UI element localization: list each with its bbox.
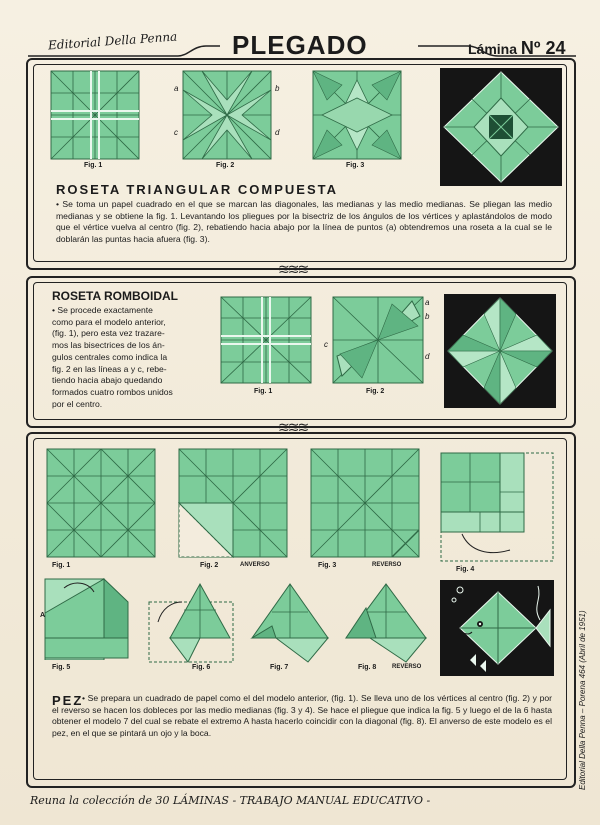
s1-fig1-caption: Fig. 1: [84, 162, 103, 169]
s3-fig7-caption: Fig. 7: [270, 664, 289, 671]
section2-title: ROSETA ROMBOIDAL: [52, 289, 178, 303]
s2-fig2-caption: Fig. 2: [366, 388, 385, 395]
lamina-number: Nº 24: [520, 38, 566, 58]
knot-ornament-2: ≋≋≋: [278, 420, 308, 436]
s3-fig4-square: [440, 452, 554, 562]
s1-fig2-caption: Fig. 2: [216, 162, 235, 169]
s3-fig1-caption: Fig. 1: [52, 562, 71, 569]
s1-letter-b: b: [275, 84, 280, 93]
lamina-word: Lámina: [468, 41, 518, 57]
s2-text-line: formados cuatro rombos unidos: [52, 386, 173, 397]
s1-letter-d: d: [275, 128, 280, 137]
s3-fig2-caption: Fig. 2: [200, 562, 219, 569]
sidebar-publisher-note: Editorial Della Penna – Porena 464 (Abril de 1951): [578, 610, 587, 790]
s1-fig2-square: [182, 70, 272, 160]
s3-fig6-caption: Fig. 6: [192, 664, 211, 671]
s2-letter-c: c: [324, 340, 328, 349]
s3-fig5-model: [44, 578, 130, 660]
knot-ornament-1: ≋≋≋: [278, 262, 308, 278]
s2-text-line: mos las bisectrices de los án-: [52, 340, 165, 351]
s3-fig8-side-label: REVERSO: [392, 664, 422, 670]
s3-point-a-label: A: [40, 612, 46, 619]
s3-fig5-caption: Fig. 5: [52, 664, 71, 671]
s2-letter-d: d: [425, 352, 430, 361]
s3-fig4-caption: Fig. 4: [456, 566, 475, 573]
s2-fig1-caption: Fig. 1: [254, 388, 273, 395]
s1-fig1-square: [50, 70, 140, 160]
s2-fig1-square: [220, 296, 312, 384]
s3-fish-result: [440, 580, 554, 676]
s3-fig7-model: [246, 578, 332, 664]
s3-fig2-side-label: ANVERSO: [240, 562, 270, 568]
s3-fig2-square: [178, 448, 288, 558]
s3-fig3-side-label: REVERSO: [372, 562, 402, 568]
section2-text: [52, 305, 220, 410]
s2-text-line: • Se procede exactamente: [52, 305, 153, 315]
s2-fig2-square: [332, 296, 424, 384]
s1-fig3-square: [312, 70, 402, 160]
s3-fig6-model: [148, 578, 234, 664]
s3-fig3-square: [310, 448, 420, 558]
footer-collection-note: Reuna la colección de 30 LÁMINAS - TRABAJO MANUAL EDUCATIVO -: [30, 794, 431, 807]
s2-text-line: (fig. 1), pero esta vez trazare-: [52, 328, 165, 339]
s3-fig3-caption: Fig. 3: [318, 562, 337, 569]
s1-letter-c: c: [174, 128, 178, 137]
section3-text: • Se prepara un cuadrado de papel como el del modelo anterior, (fig. 1). Se lleva uno de los vértices al centro (fig. 2) y por el reverso se hacen los dobleces por las medio medianas (fig. 3 y 4). Se hace el pliegue que indica la fig. 5 y luego el de la 6 hasta obtener el modelo 7 del cual se rebate el extremo A hasta hacerlo coincidir con la diagonal (fig. 8). El anverso de este modelo es el pez, en el que se pintará un ojo y la boca.: [52, 693, 552, 739]
s3-fig1-square: [46, 448, 156, 558]
s3-fig8-model: [340, 578, 430, 664]
s2-text-line: gulos centrales como indica la: [52, 351, 168, 362]
section1-text: • Se toma un papel cuadrado en el que se marcan las diagonales, las medianas y las medio medianas. Se pliegan las medio medianas y se obtiene la fig. 1. Levantando los pliegues por la bisectriz de los ángulos de los vértices y aplastándolos de modo que el vértice vuelva al centro (fig. 2), rebatiendo hacia abajo por la línea de puntos (a) obtendremos una roseta a la cual se le doblarán las puntas hacia afuera (fig. 3).: [56, 199, 552, 245]
page-title: PLEGADO: [232, 30, 368, 60]
s2-text-line: como para el modelo anterior,: [52, 316, 166, 327]
brand-logo: Editorial Della Penna: [47, 29, 178, 53]
section3-title: PEZ: [52, 693, 84, 708]
s2-letter-a: a: [425, 298, 430, 307]
s2-rhomboid-result: [444, 294, 556, 408]
s2-text-line: por el centro.: [52, 398, 103, 409]
s1-letter-a: a: [174, 84, 179, 93]
s1-fig3-caption: Fig. 3: [346, 162, 365, 169]
s2-text-line: tiendo hacia abajo quedando: [52, 375, 163, 386]
s2-text-line: fig. 2 en las líneas a y c, rebe-: [52, 363, 167, 374]
s2-letter-b: b: [425, 312, 430, 321]
s3-fig8-caption: Fig. 8: [358, 664, 377, 671]
section1-title: ROSETA TRIANGULAR COMPUESTA: [56, 182, 338, 197]
s1-rosette-result: [440, 68, 562, 186]
